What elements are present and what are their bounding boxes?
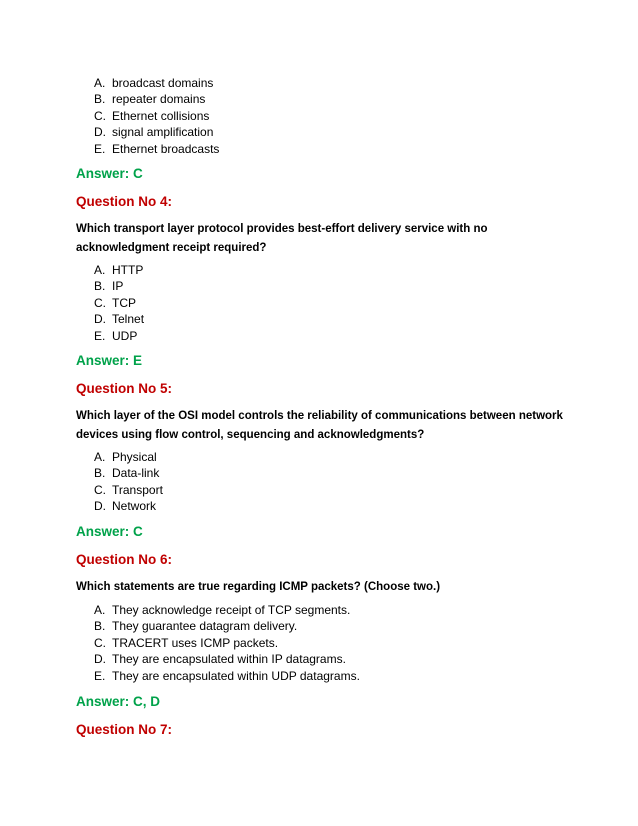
q7-title: Question No 7: (76, 722, 173, 737)
q5-answer: Answer: C (76, 524, 143, 539)
q4-text: Which transport layer protocol provides best-effort delivery service with no acknowledgment receipt required? (76, 223, 488, 254)
q4-answer: Answer: E (76, 353, 143, 368)
q6-title: Question No 6: (76, 552, 173, 567)
q4-title: Question No 4: (76, 194, 173, 209)
q6-answer: Answer: C, D (76, 694, 161, 709)
q5-text: Which layer of the OSI model controls the reliability of communications between network devices using flow control, sequencing and acknowledgments? (76, 410, 563, 441)
document-page: A. broadcast domains B. repeater domains C. Ethernet collisions D. signal amplification E. Ethernet broadcasts Answer: C Question No 4: Which transport layer protocol provides best-effort delivery service with no acknowledgment receipt required? A. HTTP B. IP C. TCP D. Telnet E. UDP Answer: E Question No 5: Which layer of the OSI model controls the reliability of communications between network devices using flow control, sequencing and acknowledgments? A. Physical B. Data-link C. Transport D. Network Answer: C Question No 6: Which statements are true regarding ICMP packets? (Choose two.) A. They acknowledge receipt of TCP segments. B. They guarantee datagram delivery. C. TRACERT uses ICMP packets. D. They are encapsulated within IP datagrams. E. They are encapsulated within UDP datagrams. Answer: C, D Question No 7: (0, 0, 638, 826)
q6-text: Which statements are true regarding ICMP packets? (Choose two.) (76, 581, 441, 593)
q5-title: Question No 5: (76, 381, 173, 396)
q3-answer: Answer: C (76, 166, 143, 181)
